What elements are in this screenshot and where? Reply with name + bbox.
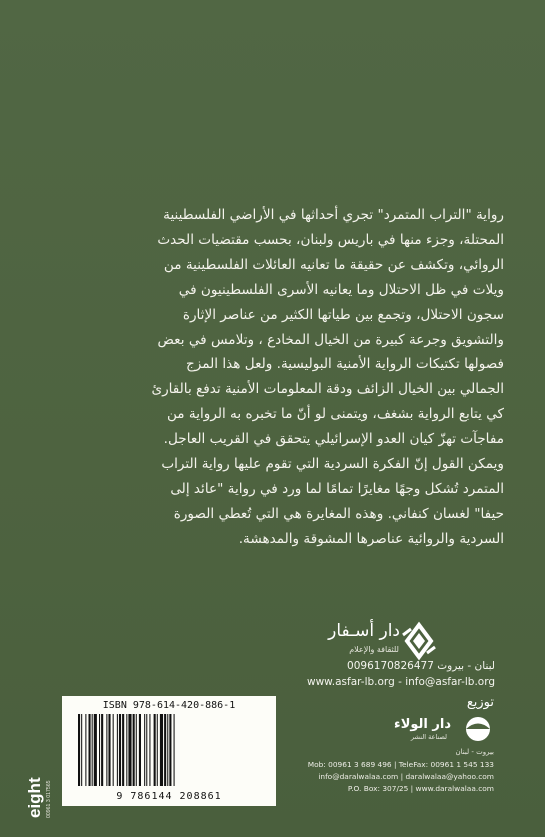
barcode-icon <box>78 714 260 786</box>
barcode-number: 9 786144 208861 <box>116 791 222 802</box>
blurb-line: سجون الاحتلال، وتجمع بين طياتها الكثير من عناصر الإثارة <box>182 306 504 323</box>
blurb-text <box>64 203 504 552</box>
blurb-line: ويلات في ظل الاحتلال وما يعانيه الأسرى الفلسطينيون في <box>178 281 504 298</box>
imprint-mark <box>22 742 52 822</box>
distribution-label: توزيع <box>466 695 494 710</box>
isbn-barcode-box <box>62 696 276 806</box>
distributor-phones: Mob: 00961 3 689 496 | TeleFax: 00961 1 545 133 <box>307 760 494 769</box>
blurb-line: السردية والروائية عناصرها المشوقة والمدهشة. <box>238 530 504 547</box>
publisher-web: www.asfar-lb.org - info@asfar-lb.org <box>306 676 495 688</box>
distributor-emails: info@daralwalaa.com | daralwalaa@yahoo.com <box>318 772 494 781</box>
blurb-line: الروائي، وتكشف عن حقيقة ما تعانيه العائلات الفلسطينية من <box>163 256 504 273</box>
publisher-subtitle: للثقافة والإعلام <box>349 645 399 654</box>
publisher-name: دار أسـفار <box>328 621 400 641</box>
blurb-line: المتمرد تُشكل وجهًا مغايرًا تمامًا لما ورد في رواية "عائد إلى <box>170 480 504 497</box>
distributor-po-box: P.O. Box: 307/25 | www.daralwalaa.com <box>347 784 494 793</box>
distributor-name: دار الولاء <box>394 717 451 732</box>
imprint-word: eight <box>25 777 44 818</box>
publisher-logo-icon <box>399 615 439 663</box>
blurb-line: مفاجآت تهزّ كيان العدو الإسرائيلي يتحقق في القريب العاجل. <box>163 431 504 448</box>
blurb-line: ويمكن القول إنّ الفكرة السردية التي تقوم عليها رواية التراب <box>161 456 504 473</box>
distributor-logo-icon <box>456 714 492 744</box>
distributor-city: بيروت - لبنان <box>455 748 494 756</box>
blurb-line: الجمالي بين الخيال الزائف ودقة المعلومات الأمنية تدفع بالقارئ <box>151 381 504 398</box>
isbn-label: ISBN 978-614-420-886-1 <box>102 700 236 711</box>
publisher-phone: لبنان - بيروت 0096170826477 <box>347 660 495 672</box>
blurb-line: كي يتابع الرواية بشغف، ويتمنى لو أنّ ما تخبره به الرواية من <box>166 406 504 423</box>
imprint-code: 00961 3 017565 <box>46 780 52 818</box>
distributor-subtitle: لصناعة النشر <box>410 733 447 741</box>
blurb-line: المحتلة، وجزء منها في باريس ولبنان، بحسب مقتضيات الحدث <box>157 231 504 248</box>
blurb-line: فصولها تكتيكات الرواية الأمنية البوليسية. ولعل هذا المزج <box>186 356 504 373</box>
blurb-line: حيفا" لغسان كنفاني. وهذه المغايرة هي التي تُعطي الصورة <box>173 505 504 522</box>
blurb-line: والتشويق وجرعة كبيرة من الخيال المخادع ، وتلامس في بعض <box>157 331 504 348</box>
blurb-line: رواية "التراب المتمرد" تجري أحداثها في الأراضي الفلسطينية <box>163 207 504 223</box>
